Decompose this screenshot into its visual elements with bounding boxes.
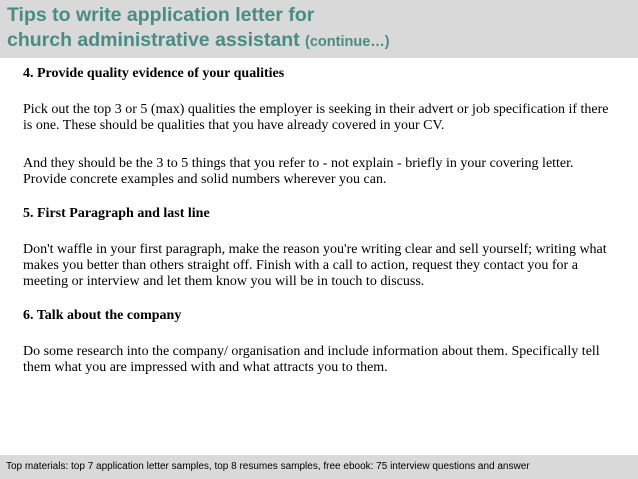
title-line-2 — [7, 28, 390, 54]
title-line-2-main: church administrative assistant — [7, 29, 300, 51]
title-continue-label: (continue…) — [305, 34, 390, 50]
section-heading-first-paragraph: 5. First Paragraph and last line — [23, 206, 210, 221]
section-heading-quality-evidence: 4. Provide quality evidence of your qualities — [23, 66, 285, 81]
section-heading-company: 6. Talk about the company — [23, 308, 182, 323]
title-bar — [0, 0, 638, 58]
paragraph-first-paragraph: Don't waffle in your first paragraph, make the reason you're writing clear and sell yourself; writing what makes you better than others straight off. Finish with a call to action, request they contact you for a meeting or interview and let them know you will be in touch to discuss. — [23, 242, 607, 289]
paragraph-company-research: Do some research into the company/ organisation and include information about them. Specifically tell them what you are impressed with and what attracts you to them. — [23, 344, 600, 375]
paragraph-refer-qualities: And they should be the 3 to 5 things that you refer to - not explain - briefly in your covering letter. Provide concrete examples and solid numbers wherever you can. — [23, 156, 574, 187]
title-line-1: Tips to write application letter for — [7, 4, 315, 26]
footer-text: Top materials: top 7 application letter samples, top 8 resumes samples, free ebook: 75 interview questions and answer — [6, 461, 530, 472]
footer-bar — [0, 455, 638, 479]
paragraph-top-qualities: Pick out the top 3 or 5 (max) qualities the employer is seeking in their advert or job specification if there is one. These should be qualities that you have already covered in your CV. — [23, 102, 609, 133]
